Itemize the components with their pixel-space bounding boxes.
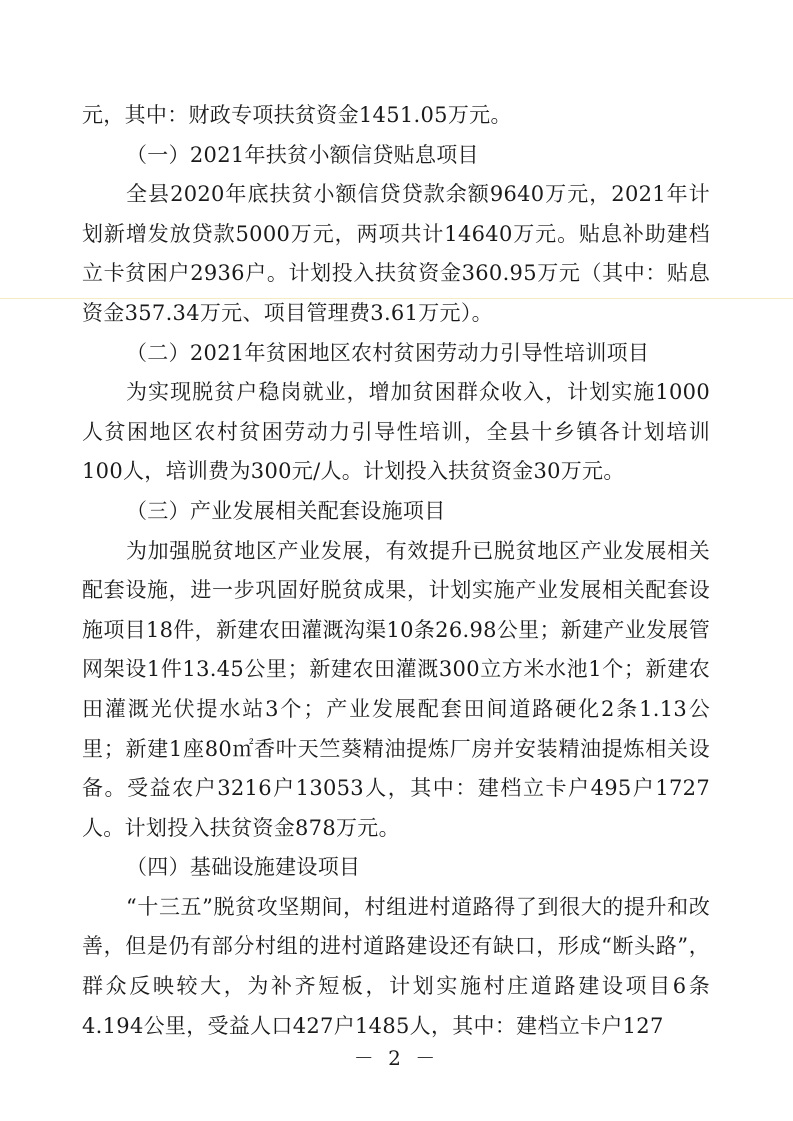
paragraph-continuation: 元，其中：财政专项扶贫资金1451.05万元。 bbox=[82, 103, 512, 127]
paragraph-loan-interest: 全县2020年底扶贫小额信贷贷款余额9640万元，2021年计划新增发放贷款5000万元，两项共计14640万元。贴息补助建档立卡贫困户2936户。计划投入扶贫资金360.95万元（其中：贴息资金357.34万元、项目管理费3.61万元）。 bbox=[82, 182, 710, 325]
paragraph-infrastructure: “十三五”脱贫攻坚期间，村组进村道路得了到很大的提升和改善，但是仍有部分村组的进村道路建设还有缺口，形成“断头路”，群众反映较大，为补齐短板，计划实施村庄道路建设项目6条4.194公里，受益人口427户1485人，其中：建档立卡户127 bbox=[82, 894, 710, 1038]
paragraph-training: 为实现脱贫户稳岗就业，增加贫困群众收入，计划实施1000人贫困地区农村贫困劳动力引导性培训，全县十乡镇各计划培训100人，培训费为300元/人。计划投入扶贫资金30万元。 bbox=[82, 380, 710, 484]
section-heading-4: （四）基础设施建设项目 bbox=[126, 855, 361, 880]
section-heading-3: （三）产业发展相关配套设施项目 bbox=[126, 498, 446, 523]
document-body bbox=[82, 96, 710, 1046]
section-heading-1: （一）2021年扶贫小额信贷贴息项目 bbox=[126, 142, 479, 167]
page-number: － 2 － bbox=[353, 1046, 440, 1070]
section-heading-2: （二）2021年贫困地区农村贫困劳动力引导性培训项目 bbox=[126, 340, 650, 365]
paragraph-industry-facilities: 为加强脱贫地区产业发展，有效提升已脱贫地区产业发展相关配套设施，进一步巩固好脱贫成果，计划实施产业发展相关配套设施项目18件，新建农田灌溉沟渠10条26.98公里；新建产业发展管网架设1件13.45公里；新建农田灌溉300立方米水池1个；新建农田灌溉光伏提水站3个；产业发展配套田间道路硬化2条1.13公里；新建1座80㎡香叶天竺葵精油提炼厂房并安装精油提炼相关设备。受益农户3216户13053人，其中：建档立卡户495户1727人。计划投入扶贫资金878万元。 bbox=[82, 538, 710, 840]
